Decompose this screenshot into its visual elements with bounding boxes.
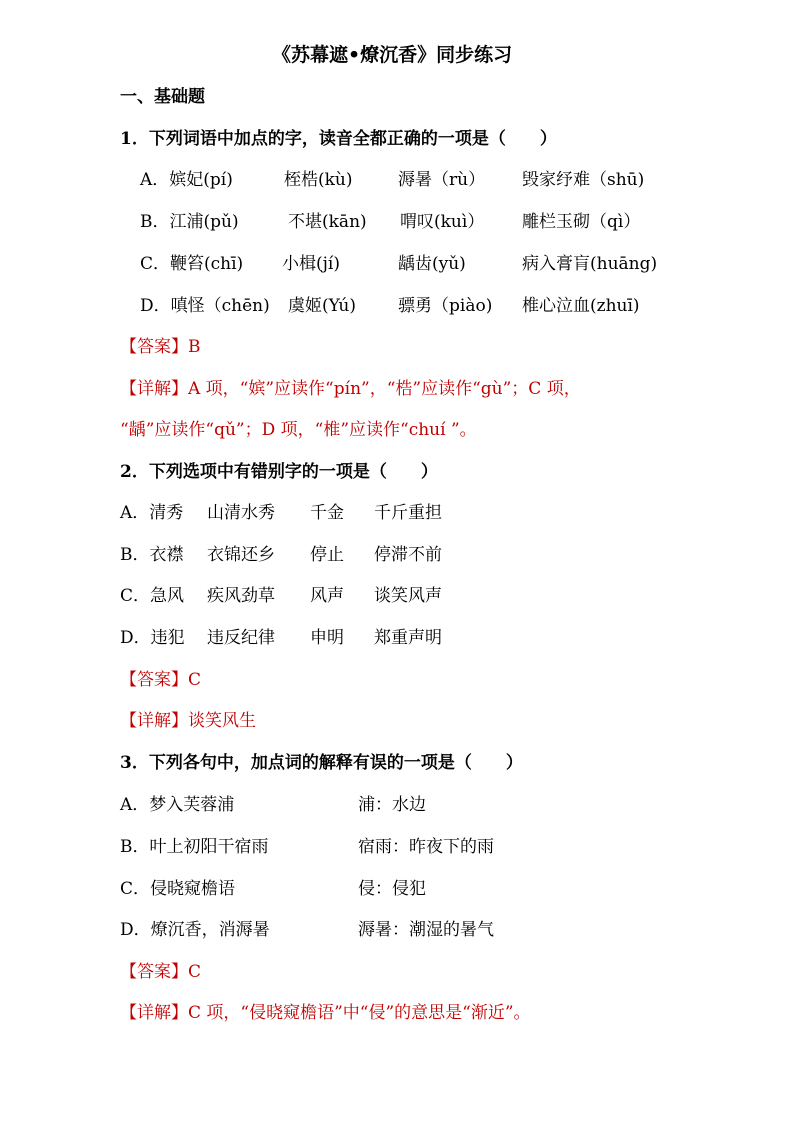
option-cell: D．违犯 bbox=[120, 628, 185, 648]
question-1-answer bbox=[120, 336, 201, 358]
detail-tag: 【详解】 bbox=[120, 711, 188, 731]
option-cell: A．嫔妃(pí) bbox=[140, 170, 233, 190]
option-cell: 风声 bbox=[310, 586, 344, 606]
question-1-detail bbox=[120, 378, 581, 400]
option-cell: 不堪(kān) bbox=[288, 212, 367, 232]
option-cell: 椎心泣血(zhuī) bbox=[522, 296, 640, 316]
option-cell: 衣锦还乡 bbox=[207, 545, 275, 565]
option-cell: 病入膏肓(huāng) bbox=[522, 254, 658, 274]
detail-text: A 项，“嫔”应读作“pín”，“梏”应读作“gù”；C 项， bbox=[188, 379, 581, 399]
answer-value: C bbox=[188, 670, 202, 690]
option-cell: C．急风 bbox=[120, 586, 185, 606]
option-cell: B．衣襟 bbox=[120, 545, 184, 565]
option-cell: A．清秀 bbox=[120, 503, 184, 523]
question-3-answer bbox=[120, 961, 201, 983]
option-cell: C．鞭笞(chī) bbox=[140, 254, 244, 274]
option-cell: D．燎沉香，消溽暑 bbox=[120, 920, 270, 940]
option-cell: 疾风劲草 bbox=[207, 586, 275, 606]
question-1-detail-cont: “龋”应读作“qǔ”；D 项，“椎”应读作“chuí ”。 bbox=[120, 420, 477, 440]
detail-text: 谈笑风生 bbox=[188, 711, 256, 731]
option-cell: 千金 bbox=[310, 503, 344, 523]
option-cell: 停止 bbox=[310, 545, 344, 565]
option-cell: 桎梏(kù) bbox=[284, 170, 353, 190]
option-cell: 申明 bbox=[310, 628, 344, 648]
option-explanation: 侵：侵犯 bbox=[358, 879, 426, 899]
option-cell: 千斤重担 bbox=[374, 503, 442, 523]
answer-tag: 【答案】 bbox=[120, 670, 188, 690]
detail-text: C 项，“侵晓窥檐语”中“侵”的意思是“渐近”。 bbox=[188, 1003, 531, 1023]
question-2-stem: 2．下列选项中有错别字的一项是（ ） bbox=[120, 462, 438, 482]
option-cell: 郑重声明 bbox=[374, 628, 442, 648]
question-3-stem: 3．下列各句中，加点词的解释有误的一项是（ ） bbox=[120, 753, 523, 773]
option-explanation: 浦：水边 bbox=[358, 795, 426, 815]
option-cell: 龋齿(yǔ) bbox=[398, 254, 466, 274]
question-2-answer bbox=[120, 669, 201, 691]
question-3-detail bbox=[120, 1002, 531, 1024]
option-cell: 停滞不前 bbox=[374, 545, 442, 565]
option-cell: 喟叹(kuì） bbox=[400, 212, 485, 232]
option-cell: 谈笑风声 bbox=[374, 586, 442, 606]
option-cell: 骠勇（piào) bbox=[398, 296, 493, 316]
answer-value: B bbox=[188, 337, 201, 357]
page-title: 《苏幕遮•燎沉香》同步练习 bbox=[272, 44, 513, 66]
answer-tag: 【答案】 bbox=[120, 337, 188, 357]
answer-tag: 【答案】 bbox=[120, 962, 188, 982]
option-cell: 小楫(jí) bbox=[282, 254, 340, 274]
question-2-detail bbox=[120, 710, 256, 732]
option-cell: 虞姬(Yú) bbox=[288, 296, 356, 316]
question-1-stem: 1．下列词语中加点的字，读音全都正确的一项是（ ） bbox=[120, 129, 557, 149]
detail-tag: 【详解】 bbox=[120, 1003, 188, 1023]
option-explanation: 溽暑：潮湿的暑气 bbox=[358, 920, 494, 940]
section-heading: 一、基础题 bbox=[120, 87, 205, 107]
detail-tag: 【详解】 bbox=[120, 379, 188, 399]
option-cell: 雕栏玉砌（qì） bbox=[522, 212, 641, 232]
answer-value: C bbox=[188, 962, 202, 982]
option-cell: D．嗔怪（chēn) bbox=[140, 296, 270, 316]
option-cell: A．梦入芙蓉浦 bbox=[120, 795, 235, 815]
option-cell: C．侵晓窥檐语 bbox=[120, 879, 236, 899]
option-explanation: 宿雨：昨夜下的雨 bbox=[358, 837, 494, 857]
option-cell: 毁家纾难（shū) bbox=[522, 170, 645, 190]
option-cell: 山清水秀 bbox=[207, 503, 275, 523]
option-cell: B．江浦(pǔ) bbox=[140, 212, 239, 232]
option-cell: B．叶上初阳干宿雨 bbox=[120, 837, 269, 857]
option-cell: 违反纪律 bbox=[207, 628, 275, 648]
option-cell: 溽暑（rù） bbox=[398, 170, 486, 190]
